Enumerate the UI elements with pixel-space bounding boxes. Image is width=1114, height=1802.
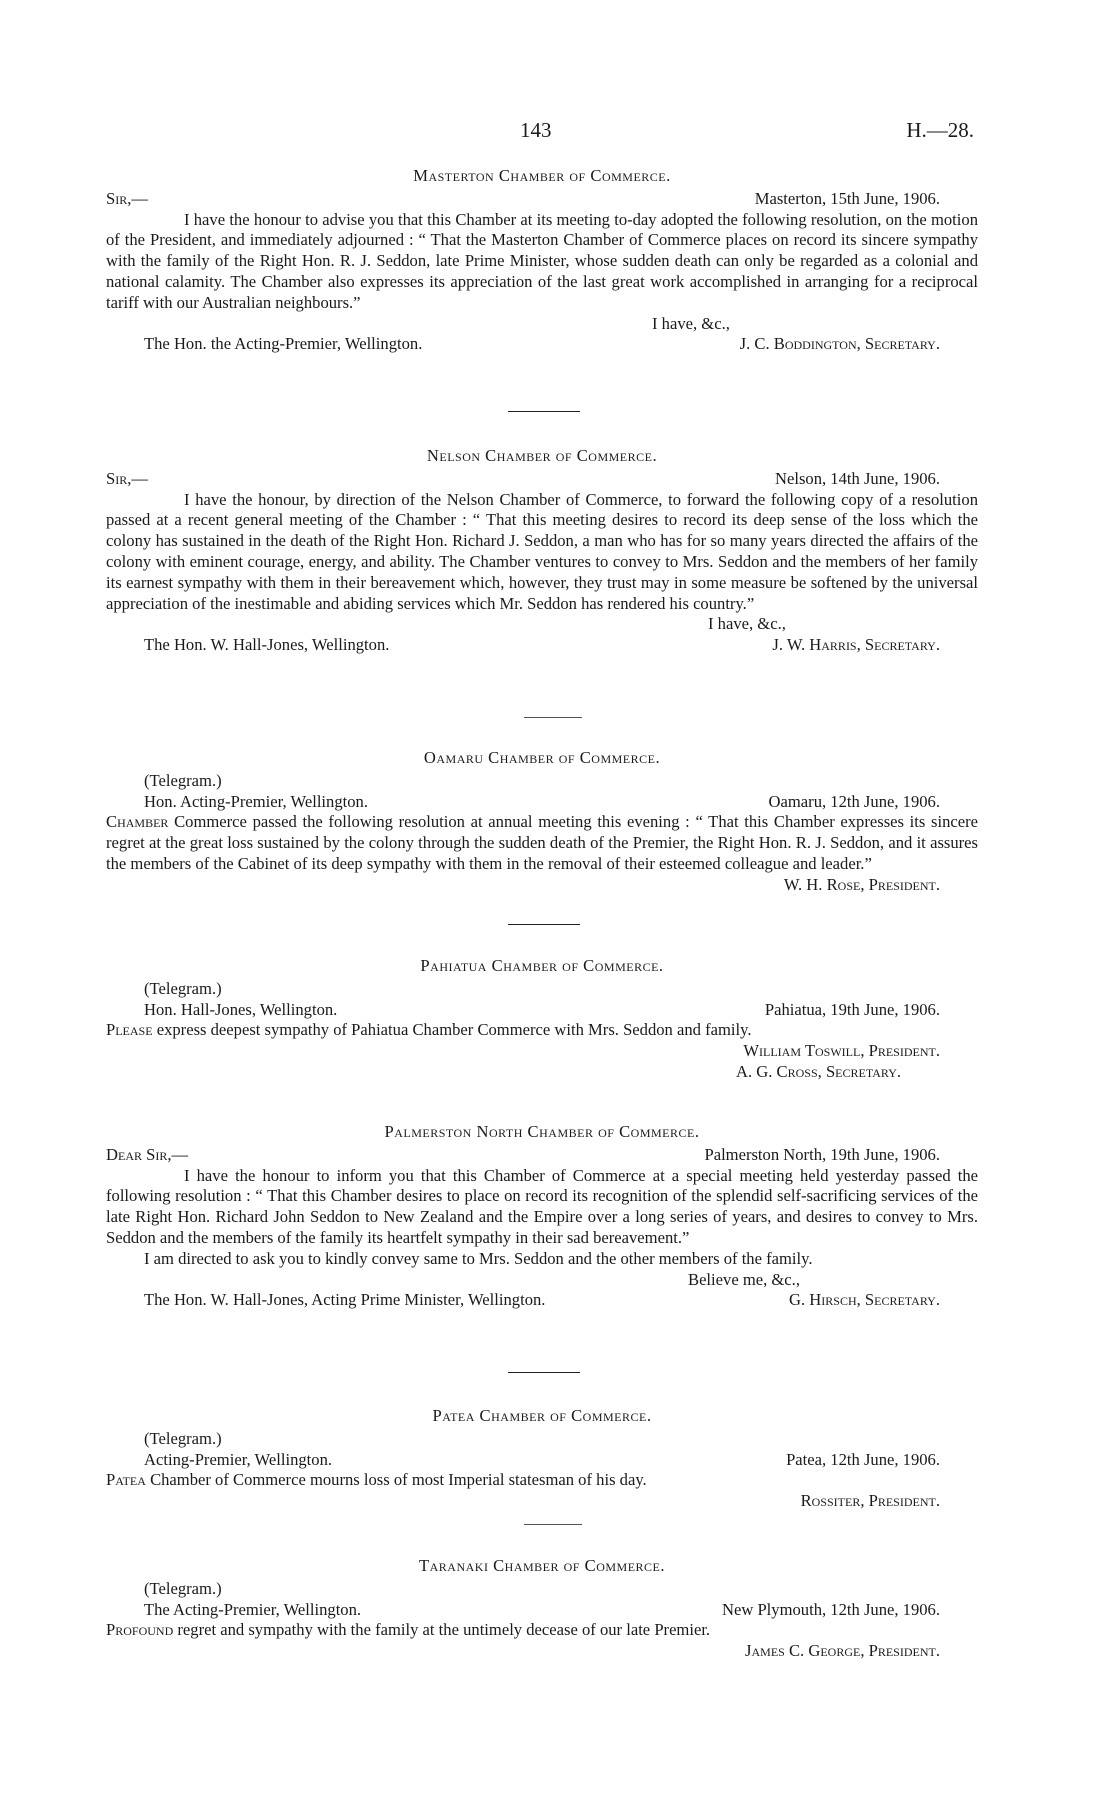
letter-body: I have the honour to advise you that this Chamber at its meeting to-day adopted the following resolution, on the motion of the President, and immediately adjourned : “ That the Masterton Chamber of Commerce places on record its sincere sympathy with the family of the Right Hon. R. J. Seddon, late Prime Minister, whose sudden death can only be regarded as a colonial and national calamity. The Chamber also expresses its appreciation of the last great work accomplished in arranging for a reciprocal tariff with our Australian neighbours.”: [106, 209, 978, 312]
place-date: Nelson, 14th June, 1906.: [774, 468, 940, 488]
addressee: The Hon. W. Hall-Jones, Wellington.: [144, 635, 390, 655]
oamaru-telegram: [106, 748, 978, 896]
salutation-row: [106, 469, 978, 490]
paper-reference: H.—28.: [906, 118, 974, 142]
signature-secretary: A. G. Cross, Secretary.: [736, 1061, 902, 1081]
section-divider: [508, 1372, 580, 1373]
lead-word: Chamber: [106, 812, 169, 832]
place-date: Pahiatua, 19th June, 1906.: [764, 999, 940, 1019]
addressee: Hon. Hall-Jones, Wellington.: [144, 999, 338, 1019]
addressee: Hon. Acting-Premier, Wellington.: [144, 791, 368, 811]
pahiatua-telegram: [106, 956, 978, 1083]
closing: Believe me, &c.,: [688, 1269, 800, 1289]
salutation: Dear Sir,—: [106, 1144, 189, 1164]
addressee-row: [106, 792, 978, 813]
addressee-row: [106, 635, 978, 656]
section-title: Pahiatua Chamber of Commerce.: [420, 956, 664, 975]
lead-word: Please: [106, 1020, 153, 1040]
page-header: [0, 118, 1114, 148]
masterton-letter: [106, 166, 978, 355]
lead-word: Profound: [106, 1620, 174, 1640]
telegram-body: Chamber Commerce passed the following resolution at annual meeting this evening : “ That this Chamber expresses its sincere regret at the great loss sustained by the colony through the sudden death of the Premier, the Right Hon. R. J. Seddon, and it assures the members of the Cabinet of its deep sympathy with them in the removal of their esteemed colleague and leader.”: [106, 812, 978, 873]
closing: I have, &c.,: [708, 614, 786, 634]
signature: J. W. Harris, Secretary.: [772, 635, 940, 655]
section-divider: [508, 411, 580, 412]
letter-body: I have the honour, by direction of the Nelson Chamber of Commerce, to forward the following copy of a resolution passed at a recent general meeting of the Chamber : “ That this meeting desires to record its deep sense of the loss which the colony has sustained in the death of the Right Hon. Richard J. Seddon, a man who has for so many years directed the affairs of the colony with eminent courage, energy, and ability. The Chamber ventures to convey to Mrs. Seddon and the members of her family its earnest sympathy with them in their bereavement which, however, they trust may in some measure be softened by the universal appreciation of the inestimable and abiding services which Mr. Seddon has rendered his country.”: [106, 489, 978, 613]
salutation-row: [106, 1145, 978, 1166]
section-title: Taranaki Chamber of Commerce.: [418, 1556, 666, 1575]
signature: Rossiter, President.: [800, 1491, 940, 1511]
addressee: The Acting-Premier, Wellington.: [144, 1599, 362, 1619]
addressee: Acting-Premier, Wellington.: [144, 1449, 333, 1469]
signature: James C. George, President.: [745, 1641, 940, 1661]
section-title: Oamaru Chamber of Commerce.: [423, 748, 661, 767]
signature: J. C. Boddington, Secretary.: [739, 334, 940, 354]
telegram-body: Profound regret and sympathy with the family at the untimely decease of our late Premier.: [106, 1620, 711, 1640]
lead-word: Patea: [106, 1470, 146, 1490]
closing: I have, &c.,: [652, 313, 730, 333]
section-title: Masterton Chamber of Commerce.: [413, 166, 671, 185]
telegram-body: Patea Chamber of Commerce mourns loss of most Imperial statesman of his day.: [106, 1470, 647, 1490]
letter-body-continued: I am directed to ask you to kindly convey same to Mrs. Seddon and the other members of the family.: [144, 1248, 813, 1268]
section-divider: [524, 1524, 582, 1525]
telegram-label: (Telegram.): [144, 1428, 222, 1448]
letter-body: I have the honour to inform you that this Chamber of Commerce at a special meeting held yesterday passed the following resolution : “ That this Chamber desires to place on record its recognition of the splendid self-sacrificing services of the late Right Hon. Richard John Seddon to New Zealand and the Empire over a long series of years, and desires to convey to Mrs. Seddon and the members of the family its heartfelt sympathy in their sad bereavement.”: [106, 1165, 978, 1247]
place-date: Masterton, 15th June, 1906.: [754, 188, 940, 208]
salutation-row: [106, 189, 978, 210]
section-title: Patea Chamber of Commerce.: [432, 1406, 652, 1425]
addressee-row: [106, 1290, 978, 1311]
patea-telegram: [106, 1406, 978, 1512]
salutation: Sir,—: [106, 188, 148, 208]
page-number: 143: [520, 118, 552, 142]
section-title: Nelson Chamber of Commerce.: [426, 446, 658, 465]
addressee-row: [106, 1450, 978, 1471]
signature-president: William Toswill, President.: [743, 1041, 940, 1061]
telegram-label: (Telegram.): [144, 770, 222, 790]
telegram-label: (Telegram.): [144, 1578, 222, 1598]
section-title: Palmerston North Chamber of Commerce.: [384, 1122, 700, 1141]
taranaki-telegram: [106, 1556, 978, 1662]
palmerston-north-letter: [106, 1122, 978, 1311]
signature: G. Hirsch, Secretary.: [789, 1290, 940, 1310]
addressee: The Hon. the Acting-Premier, Wellington.: [144, 334, 423, 354]
telegram-body: Please express deepest sympathy of Pahiatua Chamber Commerce with Mrs. Seddon and family.: [106, 1020, 752, 1040]
place-date: Patea, 12th June, 1906.: [786, 1449, 940, 1469]
signature: W. H. Rose, President.: [783, 874, 940, 894]
telegram-label: (Telegram.): [144, 978, 222, 998]
addressee-row: [106, 334, 978, 355]
section-divider: [524, 717, 582, 718]
addressee: The Hon. W. Hall-Jones, Acting Prime Minister, Wellington.: [144, 1290, 546, 1310]
place-date: Oamaru, 12th June, 1906.: [768, 791, 940, 811]
addressee-row: [106, 1600, 978, 1621]
salutation: Sir,—: [106, 468, 148, 488]
nelson-letter: [106, 446, 978, 656]
place-date: Palmerston North, 19th June, 1906.: [704, 1144, 940, 1164]
addressee-row: [106, 1000, 978, 1021]
section-divider: [508, 924, 580, 925]
place-date: New Plymouth, 12th June, 1906.: [721, 1599, 940, 1619]
